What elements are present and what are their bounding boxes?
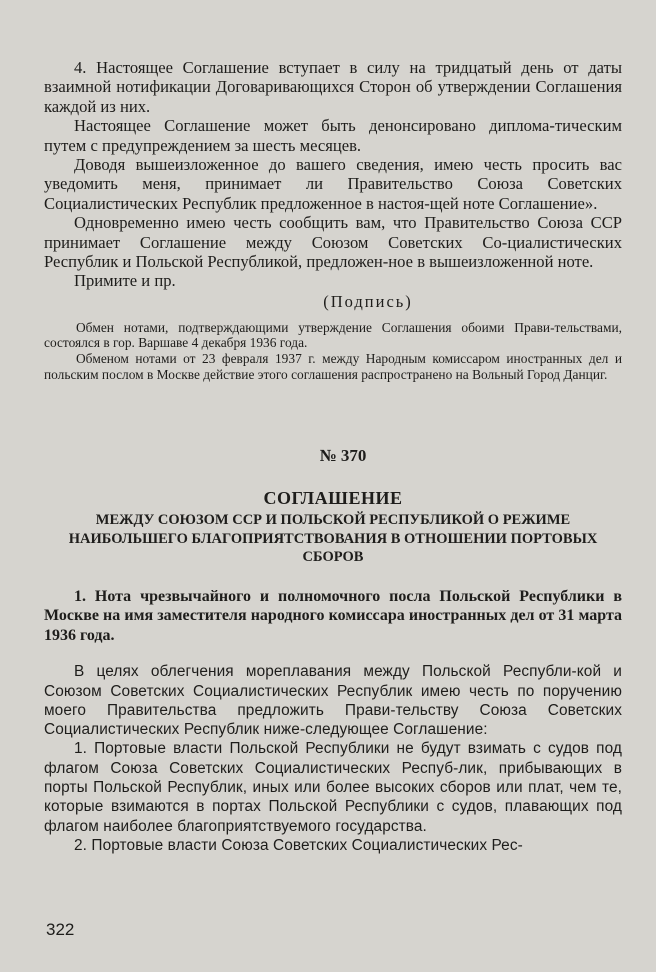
paragraph-article-1: 1. Портовые власти Польской Республики не будут взимать с судов под флагом Союза Советских Социалистических Респуб-лик, прибывающих в порты Польской Республик, иных или более высоких сборов или плат, чем те, которые взимаются в портах Польской Республики с судов, плавающих под флагом наиболее благоприятствуемого государства.: [44, 740, 622, 835]
agreement-text: [44, 662, 622, 855]
document-title: СОГЛАШЕНИЕ: [263, 488, 403, 509]
paragraph-acceptance: Одновременно имею честь сообщить вам, что Правительство Союза ССР принимает Соглашение между Союзом Советских Со-циалистических Республик и Польской Республикой, предложен-ное в вышеизложенной ноте.: [44, 213, 622, 272]
note-heading: 1. Нота чрезвычайного и полномочного посла Польской Республики в Москве на имя заместителя народного комиссара иностранных дел от 31 марта 1936 года.: [44, 587, 622, 644]
paragraph-preamble: В целях облегчения мореплавания между Польской Республи-кой и Союзом Советских Социалистических Республик имею честь по поручению моего Правительства предложить Прави-тельству Союза Советских Социалистических Республик ниже-следующее Соглашение:: [44, 663, 622, 739]
document-number: № 370: [319, 446, 367, 466]
continuation-section: [44, 58, 622, 312]
paragraph-closing: Примите и пр.: [74, 271, 176, 291]
footnote-exchange: Обмен нотами, подтверждающими утверждение Соглашения обоими Прави-тельствами, состоялся в гор. Варшаве 4 декабря 1936 года.: [44, 319, 622, 351]
footnote-danzig: Обменом нотами от 23 февраля 1937 г. между Народным комиссаром иностранных дел и польским послом в Москве действие этого соглашения распространено на Вольный Город Данциг.: [44, 351, 622, 382]
paragraph-request: Доводя вышеизложенное до вашего сведения, имею честь просить вас уведомить меня, принимает ли Правительство Союза Советских Социалистических Республик предложенное в настоя-щей ноте Соглашение».: [44, 155, 622, 213]
signature: (Подпись): [323, 291, 413, 311]
page-number: 322: [46, 920, 75, 939]
paragraph-denunciation: Настоящее Соглашение может быть денонсировано диплома-тическим путем с предупреждением за шесть месяцев.: [44, 116, 622, 155]
footnotes: [44, 320, 622, 382]
paragraph-article-2: 2. Портовые власти Союза Советских Социалистических Рес-: [74, 836, 523, 854]
paragraph-entry-into-force: 4. Настоящее Соглашение вступает в силу на тридцатый день от даты взаимной нотификации Договаривающихся Сторон об утверждении Соглашения каждой из них.: [44, 58, 622, 116]
document-subtitle: МЕЖДУ СОЮЗОМ ССР И ПОЛЬСКОЙ РЕСПУБЛИКОЙ О РЕЖИМЕ НАИБОЛЬШЕГО БЛАГОПРИЯТСТВОВАНИЯ В ОТНОШЕНИИ ПОРТОВЫХ СБОРОВ: [68, 512, 598, 566]
